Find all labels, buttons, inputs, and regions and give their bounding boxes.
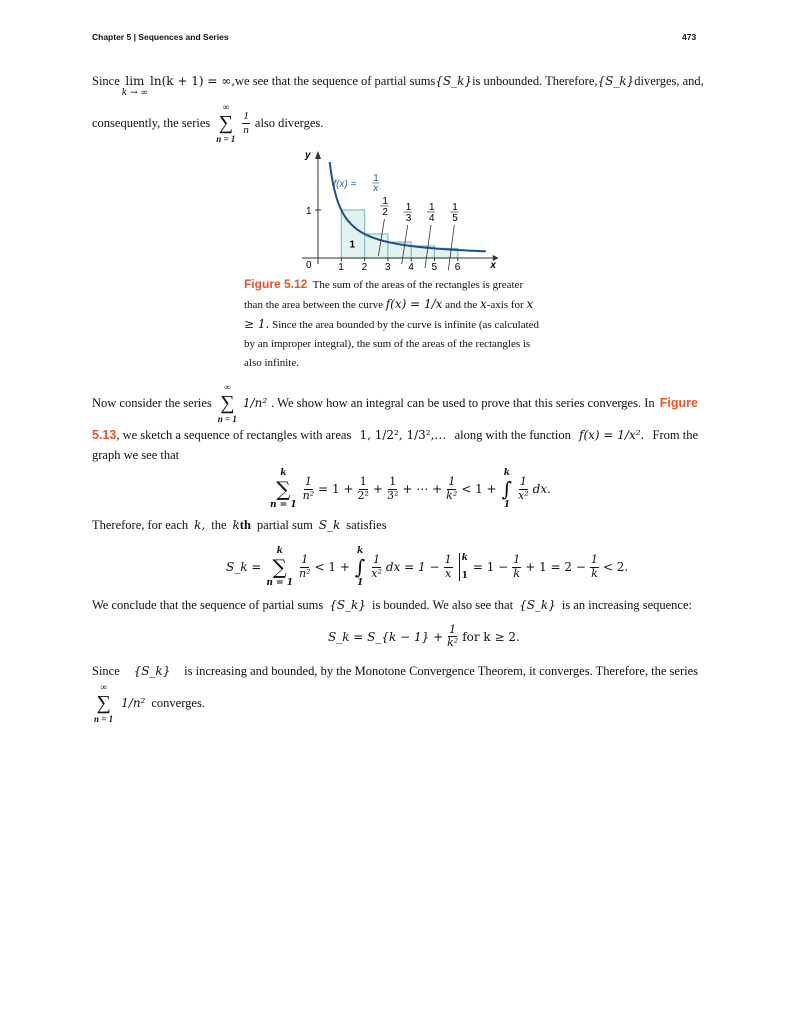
caption-text: The sum of the areas of the rectangles is greater than the area between the curve bbox=[244, 279, 524, 311]
math: 1, 1/2², 1/3²,… bbox=[359, 428, 447, 442]
text: the bbox=[211, 518, 227, 532]
math: {S_k} bbox=[133, 664, 171, 678]
math: S_k = bbox=[226, 560, 262, 574]
text: . We show how an integral can be used to prove that this series converges. In bbox=[271, 395, 655, 410]
text: is unbounded. Therefore, bbox=[472, 74, 598, 88]
paragraph-line bbox=[92, 428, 698, 443]
math: k, bbox=[194, 518, 206, 532]
text: is bounded. We also see that bbox=[371, 598, 514, 612]
text: Since bbox=[92, 74, 120, 88]
paragraph-line bbox=[92, 682, 205, 724]
text: consequently, the series bbox=[92, 115, 211, 130]
text: From the bbox=[652, 428, 698, 442]
y-tick-label: 1 bbox=[306, 206, 312, 217]
sum-symbol: ∞ ∑ n = 1 bbox=[94, 682, 114, 724]
fraction: $\frac{1}{k}$ bbox=[590, 553, 598, 580]
paragraph-line bbox=[92, 102, 323, 144]
area-label-den: 2 bbox=[382, 207, 388, 218]
figure-caption bbox=[244, 275, 544, 373]
math: x bbox=[479, 297, 487, 311]
area-label-num: 1 bbox=[429, 202, 435, 213]
x-axis-label: x bbox=[490, 260, 496, 271]
math: < 1 + bbox=[314, 560, 350, 574]
caption-text: and the bbox=[445, 299, 478, 311]
math: {S_k} bbox=[519, 598, 556, 612]
equation-2 bbox=[226, 546, 628, 588]
paragraph-line bbox=[92, 74, 704, 98]
sum-symbol: ∞ ∑ n = 1 bbox=[217, 382, 237, 424]
equation-1 bbox=[268, 468, 551, 510]
fraction: $\frac{1}{n}$ bbox=[243, 110, 249, 136]
area-label-den: 3 bbox=[405, 213, 412, 224]
math: 1/n² bbox=[242, 396, 268, 410]
integral: k ∫ 1 bbox=[354, 546, 366, 588]
function-label-den: x bbox=[373, 183, 379, 194]
fraction: $\frac{1}{k}$ bbox=[513, 553, 521, 580]
fraction: $\frac{1}{\text{2²}}$ bbox=[357, 475, 369, 502]
text: partial sum bbox=[256, 518, 313, 532]
limit-expression: lim k → ∞ bbox=[121, 74, 148, 98]
y-axis-arrow bbox=[315, 151, 321, 159]
paragraph-line bbox=[92, 664, 698, 679]
math: {S_k} bbox=[435, 74, 473, 88]
x-tick-label: 2 bbox=[361, 262, 368, 273]
x-tick-label: 6 bbox=[454, 262, 461, 273]
fraction: $\frac{1}{\text{3²}}$ bbox=[386, 475, 399, 502]
fraction: $\frac{1}{\text{x²}}$ bbox=[518, 475, 529, 502]
function-label-num: 1 bbox=[373, 173, 379, 184]
sum-symbol: ∞ ∑ n = 1 bbox=[216, 102, 236, 144]
x-tick-label: 4 bbox=[408, 262, 414, 273]
math: + ⋯ + bbox=[402, 482, 443, 496]
x-tick-label: 5 bbox=[431, 262, 438, 273]
figure-link[interactable]: 5.13 bbox=[92, 428, 117, 442]
math: dx = 1 − bbox=[385, 560, 440, 574]
math: < 2. bbox=[602, 560, 629, 574]
origin-label: 0 bbox=[306, 260, 312, 271]
text: along with the function bbox=[454, 428, 571, 442]
rectangle-2 bbox=[365, 234, 388, 258]
math: {S_k} bbox=[329, 598, 366, 612]
text: diverges, and, bbox=[634, 74, 704, 88]
math: {S_k} bbox=[597, 74, 635, 88]
math: ln(k + 1) = ∞, bbox=[150, 74, 236, 88]
math: < 1 + bbox=[461, 482, 497, 496]
area-label-num: 1 bbox=[382, 196, 388, 207]
x-tick-label: 1 bbox=[338, 262, 344, 273]
math: dx. bbox=[532, 482, 551, 496]
fraction: $\frac{1}{\text{n²}}$ bbox=[302, 475, 315, 502]
y-axis-label: y bbox=[305, 150, 311, 161]
text: Since bbox=[92, 664, 120, 678]
x-tick-label: 3 bbox=[384, 262, 391, 273]
paragraph-line bbox=[92, 598, 692, 613]
equation-3 bbox=[328, 624, 520, 649]
text: converges. bbox=[151, 695, 205, 710]
fraction: $\frac{1}{x}$ bbox=[444, 553, 452, 580]
figure-5-12-graph bbox=[240, 145, 510, 275]
text: also diverges. bbox=[254, 115, 324, 130]
math: + 1 = 2 − bbox=[525, 560, 586, 574]
math: f(x) = 1/x bbox=[385, 297, 443, 311]
fraction: $\frac{1}{\text{k²}}$ bbox=[447, 623, 459, 650]
text: is increasing and bounded, by the Monotone Convergence Theorem, it converges. Therefore, the series bbox=[184, 664, 698, 678]
math: for k ≥ 2. bbox=[462, 629, 520, 644]
area-leader-line bbox=[448, 225, 454, 270]
math: f(x) = 1/x². bbox=[579, 428, 645, 442]
text: Now consider the series bbox=[92, 395, 212, 410]
evaluation-bar: k 1 bbox=[459, 553, 468, 581]
text: satisfies bbox=[346, 518, 387, 532]
text: graph we see that bbox=[92, 448, 180, 462]
text: we see that the sequence of partial sums bbox=[235, 74, 436, 88]
area-label-den: 5 bbox=[452, 213, 458, 224]
integral: k ∫ 1 bbox=[501, 468, 513, 510]
paragraph-line bbox=[92, 382, 698, 424]
math: 1/n² bbox=[121, 696, 146, 710]
chapter-header: Chapter 5 | Sequences and Series bbox=[92, 32, 229, 42]
caption-text: -axis for bbox=[486, 299, 524, 311]
math: S_k bbox=[318, 518, 341, 532]
sum-symbol: k ∑ n = 1 bbox=[270, 468, 297, 510]
text: Therefore, for each bbox=[92, 518, 189, 532]
area-label-num: 1 bbox=[452, 202, 458, 213]
kth-label: kth bbox=[232, 518, 251, 532]
text: We conclude that the sequence of partial sums bbox=[92, 598, 324, 612]
area-label-num: 1 bbox=[405, 202, 412, 213]
area-label-1: 1 bbox=[349, 239, 356, 251]
figure-link[interactable]: Figure bbox=[659, 396, 698, 410]
fraction: $\frac{1}{\text{k²}}$ bbox=[446, 475, 458, 502]
fraction: $\frac{1}{\text{x²}}$ bbox=[371, 553, 382, 580]
math: = 1 − bbox=[472, 560, 509, 574]
math: S_k = S_{k − 1} + bbox=[328, 629, 444, 644]
figure-label: Figure 5.12 bbox=[244, 277, 308, 291]
page-number: 473 bbox=[682, 32, 697, 42]
function-label: f(x) = bbox=[333, 179, 357, 190]
paragraph-line bbox=[92, 518, 387, 533]
math: = 1 + bbox=[318, 482, 354, 496]
text: is an increasing sequence: bbox=[561, 598, 693, 612]
math: x ≥ 1. bbox=[244, 297, 534, 331]
fraction: $\frac{1}{\text{n²}}$ bbox=[299, 553, 311, 580]
area-label-den: 4 bbox=[429, 213, 435, 224]
plus-sign: + bbox=[372, 482, 383, 496]
text: , we sketch a sequence of rectangles with areas bbox=[116, 428, 352, 442]
caption-text: Since the area bounded by the curve is infinite (as calculated by an improper integral), the sum of the areas of the rectangles is also infinite. bbox=[244, 319, 540, 369]
sum-symbol: k ∑ n = 1 bbox=[266, 546, 293, 588]
